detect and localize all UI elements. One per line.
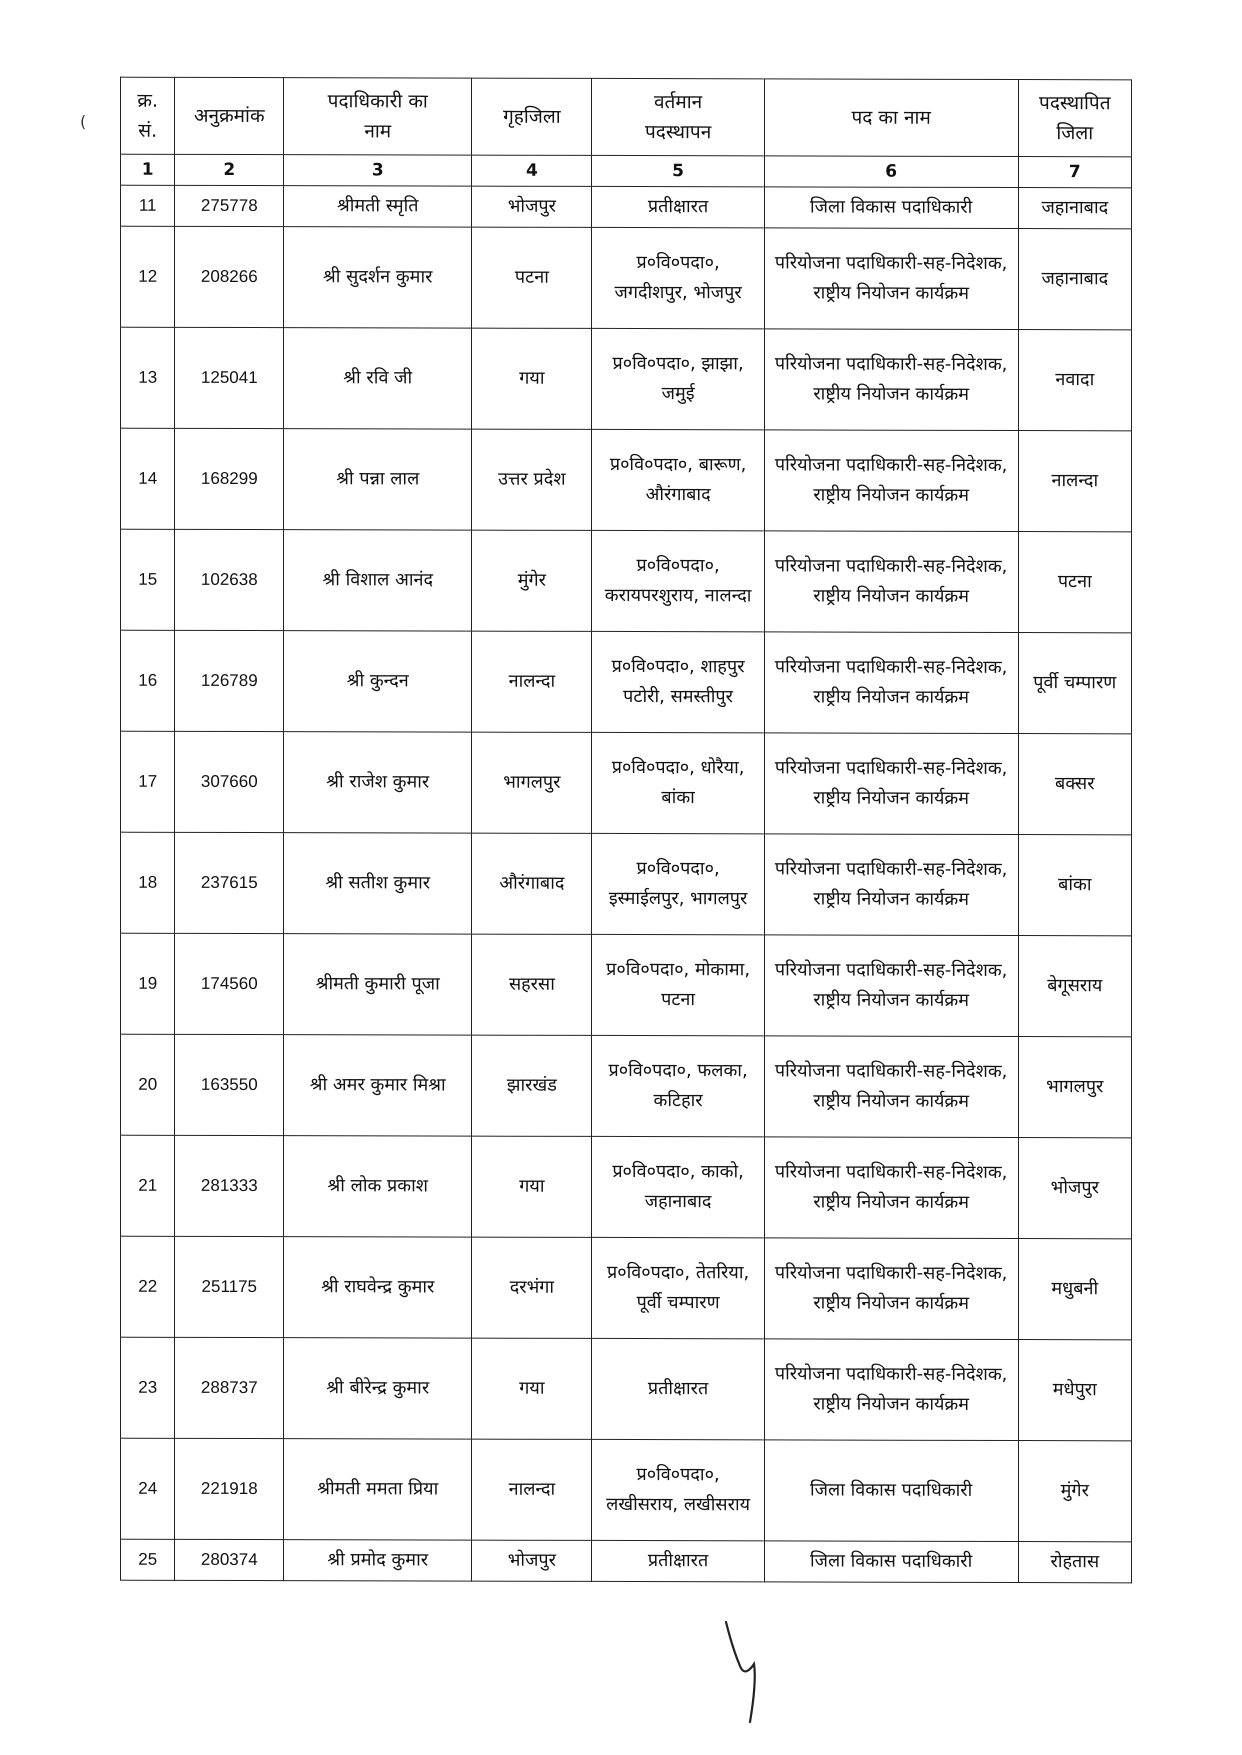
home-district-cell: गया bbox=[472, 328, 592, 429]
roll-number-cell: 275778 bbox=[175, 185, 284, 226]
table-row bbox=[121, 1539, 1132, 1583]
home-district-cell: औरंगाबाद bbox=[472, 833, 592, 934]
post-name-cell: परियोजना पदाधिकारी-सह-निदेशक, राष्ट्रीय नियोजन कार्यक्रम bbox=[764, 1137, 1018, 1239]
posted-district-cell: भागलपुर bbox=[1018, 1037, 1131, 1138]
header-row bbox=[121, 77, 1132, 157]
table-row bbox=[121, 1236, 1132, 1340]
home-district-cell: नालन्दा bbox=[472, 1439, 592, 1540]
post-name-cell: जिला विकास पदाधिकारी bbox=[764, 1541, 1018, 1583]
roll-number-cell: 280374 bbox=[175, 1539, 284, 1580]
current-posting-cell: प्र०वि०पदा०, करायपरशुराय, नालन्दा bbox=[592, 530, 764, 631]
officer-name-cell: श्री प्रमोद कुमार bbox=[284, 1540, 472, 1581]
header-current-posting: वर्तमान पदस्थापन bbox=[592, 78, 764, 155]
table-row bbox=[121, 933, 1132, 1037]
roll-number-cell: 281333 bbox=[175, 1135, 284, 1236]
post-name-cell: परियोजना पदाधिकारी-सह-निदेशक, राष्ट्रीय नियोजन कार्यक्रम bbox=[764, 632, 1018, 734]
officer-name-cell: श्री राघवेन्द्र कुमार bbox=[284, 1237, 472, 1338]
officer-name-cell: श्री बीरेन्द्र कुमार bbox=[284, 1338, 472, 1439]
officer-name-cell: श्रीमती ममता प्रिया bbox=[284, 1439, 472, 1540]
header-home-district: गृहजिला bbox=[472, 78, 592, 155]
table-row bbox=[121, 630, 1132, 734]
header-roll-number: अनुक्रमांक bbox=[175, 77, 284, 154]
table-row bbox=[121, 1135, 1132, 1239]
officer-name-cell: श्री पन्ना लाल bbox=[284, 429, 472, 530]
home-district-cell: गया bbox=[472, 1338, 592, 1439]
home-district-cell: मुंगेर bbox=[472, 530, 592, 631]
roll-number-cell: 288737 bbox=[175, 1337, 284, 1438]
posted-district-cell: नालन्दा bbox=[1018, 431, 1131, 532]
current-posting-cell: प्र०वि०पदा०, इस्माईलपुर, भागलपुर bbox=[592, 833, 764, 934]
posted-district-cell: जहानाबाद bbox=[1018, 229, 1131, 330]
table-row bbox=[121, 428, 1132, 532]
current-posting-cell: प्र०वि०पदा०, बारूण, औरंगाबाद bbox=[592, 429, 764, 530]
current-posting-cell: प्र०वि०पदा०, लखीसराय, लखीसराय bbox=[592, 1439, 764, 1540]
current-posting-cell: प्रतीक्षारत bbox=[592, 1338, 764, 1439]
table-row bbox=[121, 327, 1132, 431]
column-number: 7 bbox=[1018, 157, 1131, 188]
officer-name-cell: श्रीमती स्मृति bbox=[284, 186, 472, 227]
column-number: 1 bbox=[121, 154, 175, 185]
posted-district-cell: जहानाबाद bbox=[1018, 188, 1131, 229]
current-posting-cell: प्रतीक्षारत bbox=[592, 186, 764, 227]
column-number: 2 bbox=[175, 154, 284, 185]
page-margin-mark: ( bbox=[80, 112, 87, 131]
serial-cell: 17 bbox=[121, 731, 175, 832]
posted-district-cell: बांका bbox=[1018, 835, 1131, 936]
posted-district-cell: मधेपुरा bbox=[1018, 1340, 1131, 1441]
roll-number-cell: 126789 bbox=[175, 630, 284, 731]
officer-name-cell: श्री सतीश कुमार bbox=[284, 833, 472, 934]
serial-cell: 15 bbox=[121, 529, 175, 630]
home-district-cell: भागलपुर bbox=[472, 732, 592, 833]
column-number: 3 bbox=[284, 155, 472, 186]
officer-name-cell: श्री अमर कुमार मिश्रा bbox=[284, 1035, 472, 1136]
post-name-cell: परियोजना पदाधिकारी-सह-निदेशक, राष्ट्रीय नियोजन कार्यक्रम bbox=[764, 935, 1018, 1037]
roll-number-cell: 102638 bbox=[175, 529, 284, 630]
post-name-cell: परियोजना पदाधिकारी-सह-निदेशक, राष्ट्रीय नियोजन कार्यक्रम bbox=[764, 834, 1018, 936]
post-name-cell: परियोजना पदाधिकारी-सह-निदेशक, राष्ट्रीय नियोजन कार्यक्रम bbox=[764, 531, 1018, 633]
serial-cell: 25 bbox=[121, 1539, 175, 1580]
table-row bbox=[121, 1034, 1132, 1138]
home-district-cell: भोजपुर bbox=[472, 1540, 592, 1581]
current-posting-cell: प्र०वि०पदा०, काको, जहानाबाद bbox=[592, 1136, 764, 1237]
posted-district-cell: मधुबनी bbox=[1018, 1239, 1131, 1340]
roll-number-cell: 208266 bbox=[175, 226, 284, 327]
posted-district-cell: पटना bbox=[1018, 532, 1131, 633]
roll-number-cell: 125041 bbox=[175, 327, 284, 428]
current-posting-cell: प्र०वि०पदा०, मोकामा, पटना bbox=[592, 934, 764, 1035]
current-posting-cell: प्र०वि०पदा०, धोरैया, बांका bbox=[592, 732, 764, 833]
current-posting-cell: प्र०वि०पदा०, फलका, कटिहार bbox=[592, 1035, 764, 1136]
roll-number-cell: 163550 bbox=[175, 1034, 284, 1135]
home-district-cell: सहरसा bbox=[472, 934, 592, 1035]
post-name-cell: परियोजना पदाधिकारी-सह-निदेशक, राष्ट्रीय नियोजन कार्यक्रम bbox=[764, 1339, 1018, 1441]
roll-number-cell: 237615 bbox=[175, 832, 284, 933]
post-name-cell: जिला विकास पदाधिकारी bbox=[764, 187, 1018, 229]
posted-district-cell: नवादा bbox=[1018, 330, 1131, 431]
column-number: 4 bbox=[472, 155, 592, 186]
posted-district-cell: बेगूसराय bbox=[1018, 936, 1131, 1037]
current-posting-cell: प्र०वि०पदा०, झाझा, जमुई bbox=[592, 328, 764, 429]
serial-cell: 18 bbox=[121, 832, 175, 933]
serial-cell: 22 bbox=[121, 1236, 175, 1337]
post-name-cell: परियोजना पदाधिकारी-सह-निदेशक, राष्ट्रीय नियोजन कार्यक्रम bbox=[764, 733, 1018, 835]
serial-cell: 12 bbox=[121, 226, 175, 327]
table-row bbox=[121, 832, 1132, 936]
header-posted-district: पदस्थापित जिला bbox=[1018, 80, 1131, 157]
table-row bbox=[121, 226, 1132, 330]
post-name-cell: परियोजना पदाधिकारी-सह-निदेशक, राष्ट्रीय नियोजन कार्यक्रम bbox=[764, 228, 1018, 330]
table-row bbox=[121, 1337, 1132, 1441]
home-district-cell: गया bbox=[472, 1136, 592, 1237]
home-district-cell: झारखंड bbox=[472, 1035, 592, 1136]
serial-cell: 24 bbox=[121, 1438, 175, 1539]
current-posting-cell: प्र०वि०पदा०, शाहपुर पटोरी, समस्तीपुर bbox=[592, 631, 764, 732]
current-posting-cell: प्रतीक्षारत bbox=[592, 1540, 764, 1581]
header-officer-name: पदाधिकारी का नाम bbox=[284, 78, 472, 155]
table-row bbox=[121, 185, 1132, 229]
roll-number-cell: 168299 bbox=[175, 428, 284, 529]
officer-name-cell: श्रीमती कुमारी पूजा bbox=[284, 934, 472, 1035]
posted-district-cell: बक्सर bbox=[1018, 734, 1131, 835]
officer-name-cell: श्री कुन्दन bbox=[284, 631, 472, 732]
posted-district-cell: भोजपुर bbox=[1018, 1138, 1131, 1239]
column-number-row bbox=[121, 154, 1132, 188]
column-number: 6 bbox=[764, 156, 1018, 188]
officer-posting-table bbox=[120, 77, 1132, 1584]
home-district-cell: दरभंगा bbox=[472, 1237, 592, 1338]
post-name-cell: परियोजना पदाधिकारी-सह-निदेशक, राष्ट्रीय नियोजन कार्यक्रम bbox=[764, 1238, 1018, 1340]
officer-name-cell: श्री लोक प्रकाश bbox=[284, 1136, 472, 1237]
posted-district-cell: रोहतास bbox=[1018, 1542, 1131, 1583]
officer-name-cell: श्री सुदर्शन कुमार bbox=[284, 227, 472, 328]
home-district-cell: पटना bbox=[472, 227, 592, 328]
serial-cell: 19 bbox=[121, 933, 175, 1034]
officer-name-cell: श्री विशाल आनंद bbox=[284, 530, 472, 631]
roll-number-cell: 307660 bbox=[175, 731, 284, 832]
roll-number-cell: 174560 bbox=[175, 933, 284, 1034]
current-posting-cell: प्र०वि०पदा०, जगदीशपुर, भोजपुर bbox=[592, 227, 764, 328]
handwritten-signature bbox=[720, 1618, 760, 1728]
officer-name-cell: श्री रवि जी bbox=[284, 328, 472, 429]
post-name-cell: परियोजना पदाधिकारी-सह-निदेशक, राष्ट्रीय नियोजन कार्यक्रम bbox=[764, 1036, 1018, 1138]
serial-cell: 20 bbox=[121, 1034, 175, 1135]
home-district-cell: नालन्दा bbox=[472, 631, 592, 732]
serial-cell: 16 bbox=[121, 630, 175, 731]
table-row bbox=[121, 731, 1132, 835]
post-name-cell: जिला विकास पदाधिकारी bbox=[764, 1440, 1018, 1542]
serial-cell: 21 bbox=[121, 1135, 175, 1236]
serial-cell: 13 bbox=[121, 327, 175, 428]
serial-cell: 14 bbox=[121, 428, 175, 529]
post-name-cell: परियोजना पदाधिकारी-सह-निदेशक, राष्ट्रीय नियोजन कार्यक्रम bbox=[764, 329, 1018, 431]
header-post-name: पद का नाम bbox=[764, 79, 1018, 157]
current-posting-cell: प्र०वि०पदा०, तेतरिया, पूर्वी चम्पारण bbox=[592, 1237, 764, 1338]
header-serial: क्र. सं. bbox=[121, 77, 175, 154]
roll-number-cell: 251175 bbox=[175, 1236, 284, 1337]
table-row bbox=[121, 529, 1132, 633]
roll-number-cell: 221918 bbox=[175, 1438, 284, 1539]
serial-cell: 11 bbox=[121, 185, 175, 226]
column-number: 5 bbox=[592, 155, 764, 186]
post-name-cell: परियोजना पदाधिकारी-सह-निदेशक, राष्ट्रीय नियोजन कार्यक्रम bbox=[764, 430, 1018, 532]
serial-cell: 23 bbox=[121, 1337, 175, 1438]
officer-name-cell: श्री राजेश कुमार bbox=[284, 732, 472, 833]
home-district-cell: भोजपुर bbox=[472, 186, 592, 227]
home-district-cell: उत्तर प्रदेश bbox=[472, 429, 592, 530]
posted-district-cell: मुंगेर bbox=[1018, 1441, 1131, 1542]
table-row bbox=[121, 1438, 1132, 1542]
posted-district-cell: पूर्वी चम्पारण bbox=[1018, 633, 1131, 734]
